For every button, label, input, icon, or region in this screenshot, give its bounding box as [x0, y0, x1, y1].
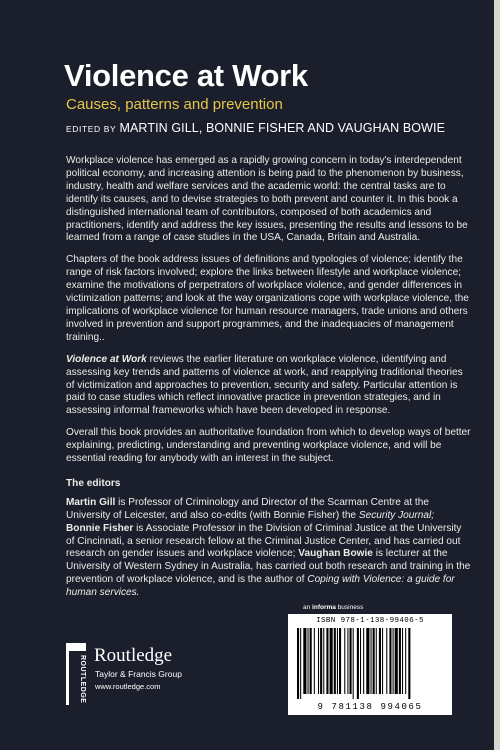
editors-heading: The editors — [66, 477, 121, 489]
barcode-bar — [363, 628, 364, 694]
editor-gill-bio: is Professor of Criminology and Director of the Scarman Centre at the University of Leicester, and also co-edits (with Bonnie Fisher) the — [66, 496, 429, 521]
barcode-bar — [326, 628, 328, 694]
editor-gill-name: Martin Gill — [66, 496, 116, 508]
barcode-number: 9 781138 994065 — [317, 702, 423, 712]
publisher-name: Routledge — [94, 645, 173, 666]
barcode-bar — [373, 628, 375, 694]
blurb-paragraph-3 — [66, 354, 471, 419]
journal-title: Security Journal; — [358, 509, 435, 521]
editors-bio — [66, 497, 471, 600]
barcode-bar — [360, 628, 361, 694]
bowie-book-title: Coping with Violence: a guide for human services. — [66, 574, 455, 599]
barcode-bar — [297, 628, 299, 699]
publisher-group: Taylor & Francis Group — [95, 669, 182, 679]
barcode-bar — [395, 628, 398, 694]
editor-bowie-bio: is lecturer at the University of Western Sydney in Australia, has carried out both research and training in the prevention of workplace violence, and is the author of — [66, 548, 471, 586]
blurb — [66, 155, 471, 600]
publisher-url: www.routledge.com — [95, 682, 161, 691]
barcode-bar — [389, 628, 391, 694]
barcode-bar — [320, 628, 322, 694]
barcode-bar — [393, 628, 394, 694]
informa-tagline: an informa business — [303, 604, 364, 611]
barcode-bar — [366, 628, 369, 694]
editor-fisher-bio: is Associate Professor in the Division of Criminal Justice at the University of Cincinnati, a senior research fellow at the Criminal Justice Center, and has carried out research on gender issues and workplace violence; — [66, 522, 462, 560]
barcode-bar — [334, 628, 336, 694]
barcode-bar — [402, 628, 403, 694]
barcode-bar — [386, 628, 387, 694]
book-subtitle: Causes, patterns and prevention — [66, 96, 283, 113]
barcode-bar — [344, 628, 345, 694]
routledge-logo-icon — [66, 643, 86, 705]
barcode-bar — [318, 628, 319, 694]
book-title: Violence at Work — [64, 58, 308, 93]
barcode-bar — [357, 628, 359, 699]
barcode-bar — [376, 628, 377, 694]
barcode-bar — [303, 628, 306, 694]
routledge-vertical-text: ROUTLEDGE — [79, 655, 86, 704]
blurb-paragraph-2: Chapters of the book address issues of definitions and typologies of violence; identify the range of risk factors involved; explore the links between lifestyle and workplace violence; examine the motivations of perpetrators of workplace violence, and gender differences in victimization patterns; and look at the way organizations cope with workplace violence, the implications of workplace violence for human resource managers, trade unions and others involved in prevention and support programmes, and the inadequacies of management training.. — [66, 254, 469, 343]
barcode-bar — [330, 628, 333, 694]
isbn-text: ISBN 978-1-138-99406-5 — [316, 617, 424, 625]
editors-prefix: EDITED BY — [66, 124, 117, 134]
barcode-bar — [310, 628, 312, 694]
editor-fisher-name: Bonnie Fisher — [66, 522, 134, 534]
barcode-bar — [339, 628, 341, 694]
blurb-book-title: Violence at Work — [66, 353, 147, 365]
barcode-bar — [399, 628, 401, 694]
barcode-bar — [353, 628, 354, 699]
blurb-paragraph-4: Overall this book provides an authoritative foundation from which to develop ways of better explaining, predicting, understanding and preventing workplace violence, and will be essential reading for anybody with an interest in the subject. — [66, 427, 471, 465]
barcode-bar — [314, 628, 315, 694]
barcode-bar — [379, 628, 381, 694]
editors-names: MARTIN GILL, BONNIE FISHER AND VAUGHAN BOWIE — [119, 121, 446, 135]
editors-line — [66, 121, 445, 135]
page-edge — [494, 0, 500, 750]
editor-bowie-name: Vaughan Bowie — [298, 548, 373, 560]
blurb-paragraph-1: Workplace violence has emerged as a rapidly growing concern in today's interdependent political economy, and increasing attention is being paid to the phenomenon by business, industry, health and welfare services and the academic world: the central tasks are to identify its causes, and to devise strategies to both prevent and counter it. In this book a distinguished international team of contributors, composed of both academics and practitioners, identify and address the key issues, presenting the results and lessons to be learned from a range of case studies in the USA, Canada, Britain and Australia. — [66, 155, 468, 244]
barcode-bar — [408, 628, 410, 699]
barcode — [288, 614, 452, 715]
informa-brand: informa — [312, 604, 336, 611]
barcode-bar — [308, 628, 309, 694]
barcode-bar — [300, 628, 301, 699]
barcode-bar — [323, 628, 324, 694]
barcode-bar — [405, 628, 406, 694]
barcode-bar — [347, 628, 348, 694]
barcode-bar — [371, 628, 372, 694]
blurb-paragraph-3-text: reviews the earlier literature on workplace violence, identifying and assessing key trends and patterns of violence at work, and reapplying traditional theories of victimization and approaches to prevention, security and safety. Particular attention is paid to case studies which reflect innovative practice in prevention strategies, and in assessing informal frameworks which have been developed in response. — [66, 353, 463, 417]
barcode-bar — [350, 628, 352, 694]
barcode-bar — [382, 628, 383, 694]
barcode-bars — [295, 628, 445, 699]
barcode-bar — [337, 628, 338, 694]
